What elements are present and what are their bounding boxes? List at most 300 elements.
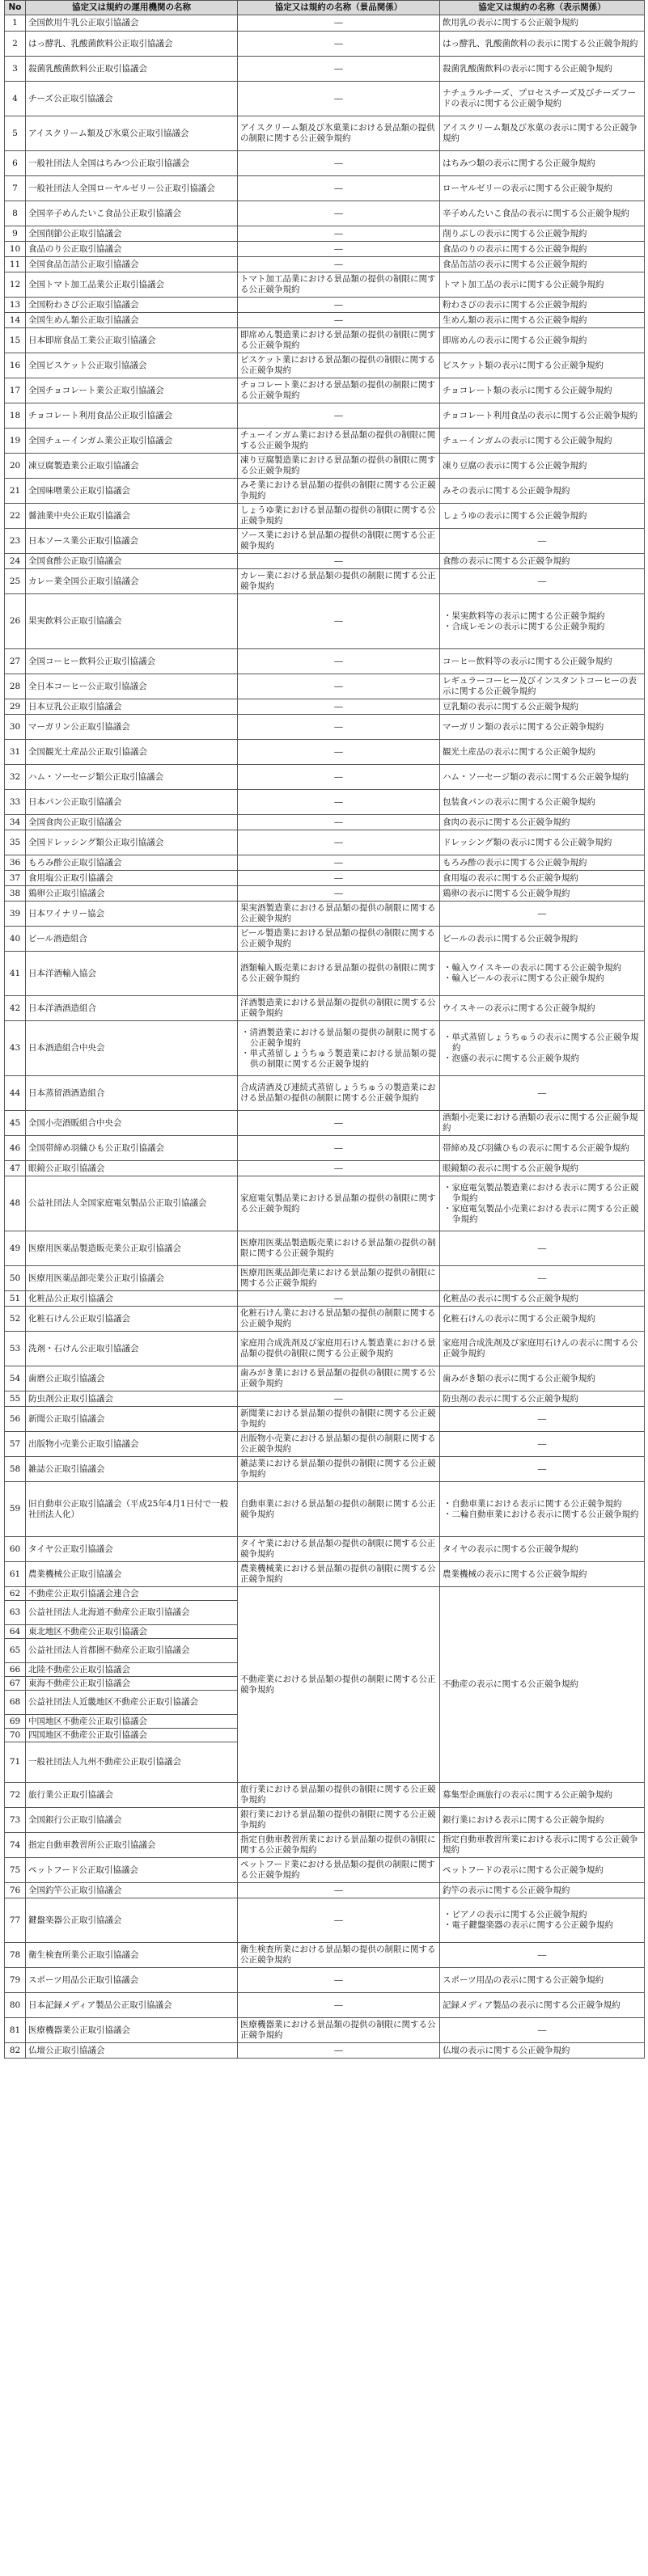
labeling-code: ― xyxy=(440,1407,645,1432)
row-number: 9 xyxy=(5,226,26,242)
organization-name: スポーツ用品公正取引協議会 xyxy=(26,1968,238,1993)
row-number: 1 xyxy=(5,15,26,32)
labeling-code: 包装食パンの表示に関する公正競争規約 xyxy=(440,790,645,815)
table-row xyxy=(5,1482,645,1537)
organization-name: 指定自動車教習所公正取引協議会 xyxy=(26,1833,238,1858)
labeling-code: ペットフードの表示に関する公正競争規約 xyxy=(440,1858,645,1883)
organization-name: 全国観光土産品公正取引協議会 xyxy=(26,740,238,765)
premium-code: ― xyxy=(238,1291,440,1307)
table-row xyxy=(5,151,645,176)
table-row xyxy=(5,1808,645,1833)
labeling-code: チョコレート類の表示に関する公正競争規約 xyxy=(440,378,645,403)
labeling-code-list xyxy=(443,1910,642,1931)
labeling-code: 削りぶしの表示に関する公正競争規約 xyxy=(440,226,645,242)
table-row xyxy=(5,1833,645,1858)
table-row xyxy=(5,674,645,699)
premium-code: 不動産業における景品類の提供の制限に関する公正競争規約 xyxy=(238,1587,440,1783)
organization-name: 全国小売酒販組合中央会 xyxy=(26,1111,238,1136)
labeling-code: ― xyxy=(440,569,645,594)
organization-name: 農業機械公正取引協議会 xyxy=(26,1562,238,1587)
organization-name: 果実飲料公正取引協議会 xyxy=(26,594,238,649)
row-number: 27 xyxy=(5,649,26,674)
premium-code: ― xyxy=(238,1161,440,1176)
organization-name: 眼鏡公正取引協議会 xyxy=(26,1161,238,1176)
list-item: ・ 自動車業における表示に関する公正競争規約 xyxy=(452,1499,642,1510)
table-row xyxy=(5,1176,645,1231)
labeling-code: ウイスキーの表示に関する公正競争規約 xyxy=(440,996,645,1021)
table-row xyxy=(5,15,645,32)
organization-name: 公益社団法人全国家庭電気製品公正取引協議会 xyxy=(26,1176,238,1231)
table-row xyxy=(5,1407,645,1432)
organization-name: 醤油業中央公正取引協議会 xyxy=(26,504,238,529)
organization-name: はっ酵乳、乳酸菌飲料公正取引協議会 xyxy=(26,32,238,57)
table-row xyxy=(5,1332,645,1366)
row-number: 75 xyxy=(5,1858,26,1883)
organization-name: 日本パン公正取引協議会 xyxy=(26,790,238,815)
organization-name: 全国チョコレート業公正取引協議会 xyxy=(26,378,238,403)
premium-code: ― xyxy=(238,830,440,855)
organization-name: 全国食肉公正取引協議会 xyxy=(26,815,238,830)
row-number: 30 xyxy=(5,715,26,740)
premium-code: ビール製造業における景品類の提供の制限に関する公正競争規約 xyxy=(238,927,440,952)
premium-code: ― xyxy=(238,403,440,429)
row-number: 71 xyxy=(5,1742,26,1783)
fair-competition-codes-table xyxy=(4,0,645,2059)
premium-code: ― xyxy=(238,649,440,674)
row-number: 7 xyxy=(5,176,26,201)
premium-code: ― xyxy=(238,765,440,790)
row-number: 2 xyxy=(5,32,26,57)
table-body xyxy=(5,15,645,2059)
labeling-code: 化粧品の表示に関する公正競争規約 xyxy=(440,1291,645,1307)
labeling-code: 食用塩の表示に関する公正競争規約 xyxy=(440,871,645,886)
organization-name: 全国辛子めんたいこ食品公正取引協議会 xyxy=(26,201,238,226)
table-row xyxy=(5,1231,645,1266)
premium-code: ソース業における景品類の提供の制限に関する公正競争規約 xyxy=(238,529,440,554)
row-number: 74 xyxy=(5,1833,26,1858)
row-number: 50 xyxy=(5,1266,26,1291)
row-number: 64 xyxy=(5,1625,26,1639)
row-number: 82 xyxy=(5,2043,26,2059)
organization-name: マーガリン公正取引協議会 xyxy=(26,715,238,740)
premium-code: ― xyxy=(238,871,440,886)
table-row xyxy=(5,1076,645,1111)
row-number: 49 xyxy=(5,1231,26,1266)
table-row xyxy=(5,1266,645,1291)
organization-name: 中国地区不動産公正取引協議会 xyxy=(26,1715,238,1729)
organization-name: 一般社団法人九州不動産公正取引協議会 xyxy=(26,1742,238,1783)
organization-name: 日本記録メディア製品公正取引協議会 xyxy=(26,1993,238,2018)
table-row xyxy=(5,1457,645,1482)
row-number: 61 xyxy=(5,1562,26,1587)
organization-name: アイスクリーム類及び氷菓公正取引協議会 xyxy=(26,116,238,151)
labeling-code: 帯締め及び羽織ひもの表示に関する公正競争規約 xyxy=(440,1136,645,1161)
premium-code: ― xyxy=(238,554,440,569)
premium-code: ― xyxy=(238,2043,440,2059)
premium-code: 即席めん製造業における景品類の提供の制限に関する公正競争規約 xyxy=(238,328,440,353)
row-number: 79 xyxy=(5,1968,26,1993)
table-row xyxy=(5,313,645,328)
organization-name: 日本ソース業公正取引協議会 xyxy=(26,529,238,554)
row-number: 54 xyxy=(5,1366,26,1391)
organization-name: 日本蒸留酒酒造組合 xyxy=(26,1076,238,1111)
organization-name: 全日本コーヒー公正取引協議会 xyxy=(26,674,238,699)
labeling-code: ― xyxy=(440,1231,645,1266)
table-row xyxy=(5,1291,645,1307)
premium-code: ― xyxy=(238,715,440,740)
list-item: ・ 電子鍵盤楽器の表示に関する公正競争規約 xyxy=(452,1920,642,1931)
list-item: ・ 清酒製造業における景品類の提供の制限に関する公正競争規約 xyxy=(250,1028,437,1049)
row-number: 57 xyxy=(5,1432,26,1457)
table-row xyxy=(5,378,645,403)
row-number: 51 xyxy=(5,1291,26,1307)
organization-name: 東海不動産公正取引協議会 xyxy=(26,1677,238,1691)
organization-name: ビール酒造組合 xyxy=(26,927,238,952)
table-row xyxy=(5,57,645,82)
list-item: ・ 果実飲料等の表示に関する公正競争規約 xyxy=(452,611,642,622)
premium-code: チューインガム業における景品類の提供の制限に関する公正競争規約 xyxy=(238,429,440,454)
row-number: 73 xyxy=(5,1808,26,1833)
organization-name: 化粧品公正取引協議会 xyxy=(26,1291,238,1307)
row-number: 69 xyxy=(5,1715,26,1729)
organization-name: 日本ワイナリー協会 xyxy=(26,902,238,927)
list-item: ・ 単式蒸留しょうちゅう製造業における景品類の提供の制限に関する公正競争規約 xyxy=(250,1049,437,1070)
table-row xyxy=(5,272,645,298)
row-number: 39 xyxy=(5,902,26,927)
table-row xyxy=(5,569,645,594)
premium-code: ― xyxy=(238,855,440,871)
labeling-code: タイヤの表示に関する公正競争規約 xyxy=(440,1537,645,1562)
list-item: ・ 輸入ビールの表示に関する公正競争規約 xyxy=(452,973,642,984)
organization-name: 全国味噌業公正取引協議会 xyxy=(26,479,238,504)
labeling-code xyxy=(440,1898,645,1943)
row-number: 65 xyxy=(5,1639,26,1663)
organization-name: 全国食酢公正取引協議会 xyxy=(26,554,238,569)
organization-name: 一般社団法人全国はちみつ公正取引協議会 xyxy=(26,151,238,176)
premium-code: ― xyxy=(238,815,440,830)
row-number: 16 xyxy=(5,353,26,378)
organization-name: 全国食品缶詰公正取引協議会 xyxy=(26,257,238,272)
organization-name: ハム・ソーセージ類公正取引協議会 xyxy=(26,765,238,790)
row-number: 68 xyxy=(5,1691,26,1715)
labeling-code: コーヒー飲料等の表示に関する公正競争規約 xyxy=(440,649,645,674)
table-row xyxy=(5,298,645,313)
labeling-code xyxy=(440,594,645,649)
labeling-code: 辛子めんたいこ食品の表示に関する公正競争規約 xyxy=(440,201,645,226)
labeling-code: スポーツ用品の表示に関する公正競争規約 xyxy=(440,1968,645,1993)
premium-code: 凍り豆腐製造業における景品類の提供の制限に関する公正競争規約 xyxy=(238,454,440,479)
table-row xyxy=(5,2018,645,2043)
table-row xyxy=(5,886,645,902)
premium-code: ペットフード業における景品類の提供の制限に関する公正競争規約 xyxy=(238,1858,440,1883)
organization-name: 洗剤・石けん公正取引協議会 xyxy=(26,1332,238,1366)
table-row xyxy=(5,226,645,242)
row-number: 60 xyxy=(5,1537,26,1562)
labeling-code: 指定自動車教習所業における表示に関する公正競争規約 xyxy=(440,1833,645,1858)
row-number: 6 xyxy=(5,151,26,176)
labeling-code: 粉わさびの表示に関する公正競争規約 xyxy=(440,298,645,313)
premium-code-list xyxy=(240,1028,437,1070)
row-number: 28 xyxy=(5,674,26,699)
row-number: 37 xyxy=(5,871,26,886)
table-row xyxy=(5,927,645,952)
premium-code: ― xyxy=(238,1111,440,1136)
row-number: 35 xyxy=(5,830,26,855)
premium-code: ― xyxy=(238,594,440,649)
organization-name: 日本酒造組合中央会 xyxy=(26,1021,238,1076)
row-number: 13 xyxy=(5,298,26,313)
labeling-code-list xyxy=(443,1183,642,1225)
labeling-code xyxy=(440,1482,645,1537)
labeling-code: ビールの表示に関する公正競争規約 xyxy=(440,927,645,952)
labeling-code: ドレッシング類の表示に関する公正競争規約 xyxy=(440,830,645,855)
row-number: 8 xyxy=(5,201,26,226)
table-row xyxy=(5,328,645,353)
labeling-code-list xyxy=(443,1499,642,1520)
labeling-code: 食品のりの表示に関する公正競争規約 xyxy=(440,242,645,257)
premium-code: 化粧石けん業における景品類の提供の制限に関する公正競争規約 xyxy=(238,1307,440,1332)
row-number: 34 xyxy=(5,815,26,830)
organization-name: 全国チューインガム業公正取引協議会 xyxy=(26,429,238,454)
labeling-code: 豆乳類の表示に関する公正競争規約 xyxy=(440,699,645,715)
organization-name: 全国飲用牛乳公正取引協議会 xyxy=(26,15,238,32)
table-row xyxy=(5,649,645,674)
labeling-code: 生めん類の表示に関する公正競争規約 xyxy=(440,313,645,328)
labeling-code: みその表示に関する公正競争規約 xyxy=(440,479,645,504)
labeling-code: マーガリン類の表示に関する公正競争規約 xyxy=(440,715,645,740)
labeling-code: 酒類小売業における酒類の表示に関する公正競争規約 xyxy=(440,1111,645,1136)
row-number: 66 xyxy=(5,1663,26,1677)
premium-code: ― xyxy=(238,1391,440,1407)
organization-name: 日本即席食品工業公正取引協議会 xyxy=(26,328,238,353)
premium-code xyxy=(238,1021,440,1076)
premium-code: みそ業における景品類の提供の制限に関する公正競争規約 xyxy=(238,479,440,504)
header-premium-code: 協定又は規約の名称（景品関係） xyxy=(238,1,440,15)
premium-code: ビスケット業における景品類の提供の制限に関する公正競争規約 xyxy=(238,353,440,378)
organization-name: 鍵盤楽器公正取引協議会 xyxy=(26,1898,238,1943)
premium-code: 出版物小売業における景品類の提供の制限に関する公正競争規約 xyxy=(238,1432,440,1457)
list-item: ・ 家庭電気製品小売業における表示に関する公正競争規約 xyxy=(452,1204,642,1225)
organization-name: 全国生めん類公正取引協議会 xyxy=(26,313,238,328)
row-number: 43 xyxy=(5,1021,26,1076)
list-item: ・ 輸入ウイスキーの表示に関する公正競争規約 xyxy=(452,963,642,973)
row-number: 17 xyxy=(5,378,26,403)
labeling-code: 凍り豆腐の表示に関する公正競争規約 xyxy=(440,454,645,479)
labeling-code: アイスクリーム類及び氷菓の表示に関する公正競争規約 xyxy=(440,116,645,151)
row-number: 46 xyxy=(5,1136,26,1161)
labeling-code: 食肉の表示に関する公正競争規約 xyxy=(440,815,645,830)
table-row xyxy=(5,1993,645,2018)
labeling-code: 即席めんの表示に関する公正競争規約 xyxy=(440,328,645,353)
organization-name: 鶏卵公正取引協議会 xyxy=(26,886,238,902)
organization-name: 全国銀行公正取引協議会 xyxy=(26,1808,238,1833)
premium-code: ― xyxy=(238,886,440,902)
list-item: ・ 二輪自動車業における表示に関する公正競争規約 xyxy=(452,1510,642,1520)
organization-name: 化粧石けん公正取引協議会 xyxy=(26,1307,238,1332)
list-item: ・ 合成レモンの表示に関する公正競争規約 xyxy=(452,622,642,632)
row-number: 15 xyxy=(5,328,26,353)
organization-name: 全国ドレッシング類公正取引協議会 xyxy=(26,830,238,855)
table-row xyxy=(5,740,645,765)
labeling-code-list xyxy=(443,963,642,984)
table-row xyxy=(5,830,645,855)
organization-name: 日本豆乳公正取引協議会 xyxy=(26,699,238,715)
table-row xyxy=(5,1161,645,1176)
premium-code: ― xyxy=(238,57,440,82)
organization-name: 不動産公正取引協議会連合会 xyxy=(26,1587,238,1601)
row-number: 81 xyxy=(5,2018,26,2043)
row-number: 29 xyxy=(5,699,26,715)
labeling-code: ― xyxy=(440,1266,645,1291)
row-number: 33 xyxy=(5,790,26,815)
table-row xyxy=(5,952,645,996)
premium-code: 歯みがき業における景品類の提供の制限に関する公正競争規約 xyxy=(238,1366,440,1391)
labeling-code: 仏壇の表示に関する公正競争規約 xyxy=(440,2043,645,2059)
organization-name: もろみ酢公正取引協議会 xyxy=(26,855,238,871)
row-number: 52 xyxy=(5,1307,26,1332)
premium-code: 農業機械業における景品類の提供の制限に関する公正競争規約 xyxy=(238,1562,440,1587)
organization-name: 旅行業公正取引協議会 xyxy=(26,1783,238,1808)
row-number: 3 xyxy=(5,57,26,82)
premium-code: ― xyxy=(238,1136,440,1161)
table-row xyxy=(5,1898,645,1943)
organization-name: 一般社団法人全国ローヤルゼリー公正取引協議会 xyxy=(26,176,238,201)
row-number: 70 xyxy=(5,1729,26,1742)
table-row xyxy=(5,1943,645,1968)
organization-name: 新聞公正取引協議会 xyxy=(26,1407,238,1432)
row-number: 72 xyxy=(5,1783,26,1808)
labeling-code: ― xyxy=(440,902,645,927)
labeling-code: 食品缶詰の表示に関する公正競争規約 xyxy=(440,257,645,272)
premium-code: 酒類輸入販売業における景品類の提供の制限に関する公正競争規約 xyxy=(238,952,440,996)
row-number: 11 xyxy=(5,257,26,272)
table-row xyxy=(5,790,645,815)
premium-code: ― xyxy=(238,15,440,32)
premium-code: チョコレート業における景品類の提供の制限に関する公正競争規約 xyxy=(238,378,440,403)
row-number: 48 xyxy=(5,1176,26,1231)
labeling-code xyxy=(440,1176,645,1231)
row-number: 56 xyxy=(5,1407,26,1432)
organization-name: 全国トマト加工品業公正取引協議会 xyxy=(26,272,238,298)
premium-code: 指定自動車教習所業における景品類の提供の制限に関する公正競争規約 xyxy=(238,1833,440,1858)
labeling-code: 食酢の表示に関する公正競争規約 xyxy=(440,554,645,569)
row-number: 41 xyxy=(5,952,26,996)
labeling-code: 殺菌乳酸菌飲料の表示に関する公正競争規約 xyxy=(440,57,645,82)
row-number: 59 xyxy=(5,1482,26,1537)
table-row xyxy=(5,871,645,886)
labeling-code: トマト加工品の表示に関する公正競争規約 xyxy=(440,272,645,298)
premium-code: カレー業における景品類の提供の制限に関する公正競争規約 xyxy=(238,569,440,594)
table-row xyxy=(5,815,645,830)
organization-name: 東北地区不動産公正取引協議会 xyxy=(26,1625,238,1639)
row-number: 55 xyxy=(5,1391,26,1407)
labeling-code: 鶏卵の表示に関する公正競争規約 xyxy=(440,886,645,902)
row-number: 44 xyxy=(5,1076,26,1111)
labeling-code: ― xyxy=(440,1943,645,1968)
table-row xyxy=(5,1858,645,1883)
row-number: 45 xyxy=(5,1111,26,1136)
labeling-code: 農業機械の表示に関する公正競争規約 xyxy=(440,1562,645,1587)
row-number: 31 xyxy=(5,740,26,765)
list-item: ・ 泡盛の表示に関する公正競争規約 xyxy=(452,1054,642,1064)
premium-code: 旅行業における景品類の提供の制限に関する公正競争規約 xyxy=(238,1783,440,1808)
premium-code: ― xyxy=(238,740,440,765)
header-organization: 協定又は規約の運用機関の名称 xyxy=(26,1,238,15)
premium-code: ― xyxy=(238,151,440,176)
labeling-code: ハム・ソーセージ類の表示に関する公正競争規約 xyxy=(440,765,645,790)
table-row xyxy=(5,32,645,57)
premium-code: ― xyxy=(238,699,440,715)
organization-name: チーズ公正取引協議会 xyxy=(26,82,238,116)
labeling-code: 家庭用合成洗剤及び家庭用石けんの表示に関する公正競争規約 xyxy=(440,1332,645,1366)
table-row xyxy=(5,996,645,1021)
premium-code: ― xyxy=(238,82,440,116)
table-row xyxy=(5,1562,645,1587)
labeling-code: もろみ酢の表示に関する公正競争規約 xyxy=(440,855,645,871)
row-number: 42 xyxy=(5,996,26,1021)
organization-name: 雑誌公正取引協議会 xyxy=(26,1457,238,1482)
labeling-code: 化粧石けんの表示に関する公正競争規約 xyxy=(440,1307,645,1332)
row-number: 32 xyxy=(5,765,26,790)
header-labeling-code: 協定又は規約の名称（表示関係） xyxy=(440,1,645,15)
premium-code: ― xyxy=(238,1883,440,1898)
table-row xyxy=(5,1432,645,1457)
labeling-code: ナチュラルチーズ、プロセスチーズ及びチーズフードの表示に関する公正競争規約 xyxy=(440,82,645,116)
organization-name: 全国粉わさび公正取引協議会 xyxy=(26,298,238,313)
row-number: 21 xyxy=(5,479,26,504)
row-number: 24 xyxy=(5,554,26,569)
table-row xyxy=(5,1391,645,1407)
table-row xyxy=(5,403,645,429)
organization-name: 公益社団法人首都圏不動産公正取引協議会 xyxy=(26,1639,238,1663)
organization-name: 旧自動車公正取引協議会（平成25年4月1日付で一般社団法人化） xyxy=(26,1482,238,1537)
labeling-code: はちみつ類の表示に関する公正競争規約 xyxy=(440,151,645,176)
row-number: 14 xyxy=(5,313,26,328)
table-row xyxy=(5,201,645,226)
labeling-code: チョコレート利用食品の表示に関する公正競争規約 xyxy=(440,403,645,429)
table-row xyxy=(5,1968,645,1993)
labeling-code: ― xyxy=(440,1457,645,1482)
table-row xyxy=(5,529,645,554)
premium-code: トマト加工品業における景品類の提供の制限に関する公正競争規約 xyxy=(238,272,440,298)
labeling-code: 募集型企画旅行の表示に関する公正競争規約 xyxy=(440,1783,645,1808)
organization-name: 四国地区不動産公正取引協議会 xyxy=(26,1729,238,1742)
table-row xyxy=(5,479,645,504)
labeling-code xyxy=(440,952,645,996)
premium-code: ― xyxy=(238,242,440,257)
row-number: 18 xyxy=(5,403,26,429)
row-number: 38 xyxy=(5,886,26,902)
premium-code: 果実酒製造業における景品類の提供の制限に関する公正競争規約 xyxy=(238,902,440,927)
labeling-code: ― xyxy=(440,1076,645,1111)
labeling-code-list xyxy=(443,611,642,632)
organization-name: 北陸不動産公正取引協議会 xyxy=(26,1663,238,1677)
premium-code: 洋酒製造業における景品類の提供の制限に関する公正競争規約 xyxy=(238,996,440,1021)
table-row xyxy=(5,715,645,740)
organization-name: 食用塩公正取引協議会 xyxy=(26,871,238,886)
premium-code: 自動車業における景品類の提供の制限に関する公正競争規約 xyxy=(238,1482,440,1537)
row-number: 76 xyxy=(5,1883,26,1898)
table-row xyxy=(5,429,645,454)
premium-code: 衛生検査所業における景品類の提供の制限に関する公正競争規約 xyxy=(238,1943,440,1968)
header-no: No xyxy=(5,1,26,15)
table-wrapper xyxy=(4,0,644,2059)
labeling-code: ― xyxy=(440,1432,645,1457)
table-row xyxy=(5,1587,645,1601)
organization-name: 防虫剤公正取引協議会 xyxy=(26,1391,238,1407)
labeling-code: チューインガムの表示に関する公正競争規約 xyxy=(440,429,645,454)
labeling-code-list xyxy=(443,1033,642,1064)
